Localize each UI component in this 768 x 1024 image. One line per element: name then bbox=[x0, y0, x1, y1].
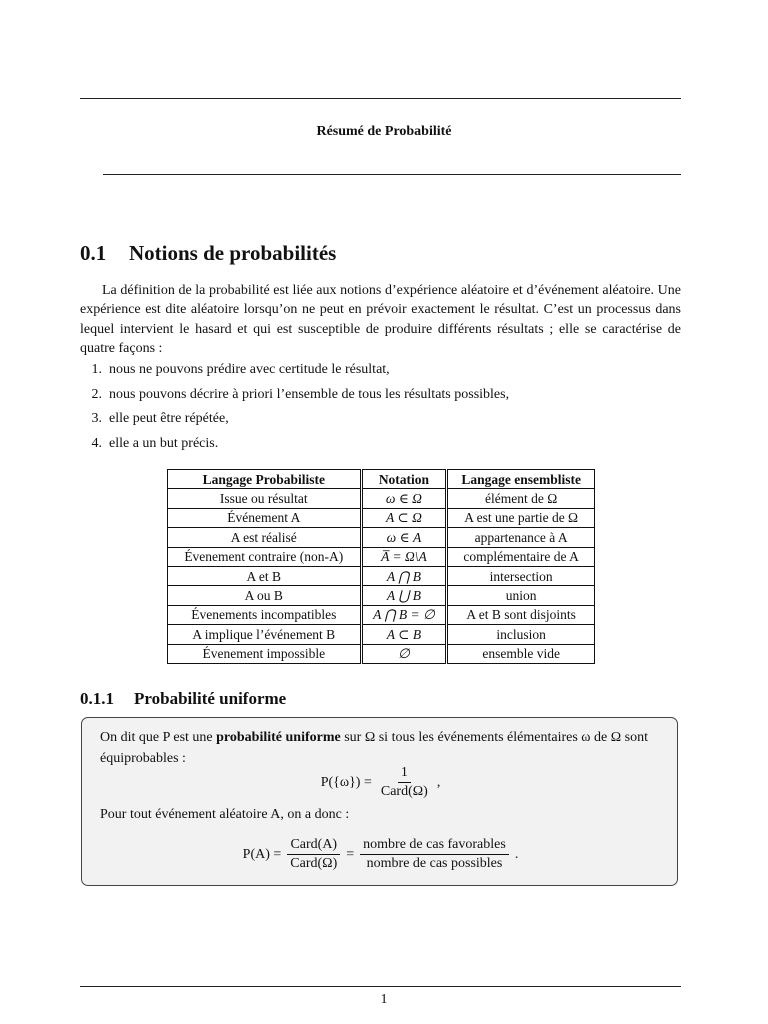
table-cell: A ⊂ Ω bbox=[361, 508, 447, 527]
table-row bbox=[168, 586, 595, 605]
table-cell: Évenement contraire (non-A) bbox=[168, 547, 362, 566]
page-number: 1 bbox=[380, 992, 388, 1007]
table-row bbox=[168, 566, 595, 585]
definition-text: On dit que P est une probabilité uniforme sur Ω si tous les événements élémentaires ω de Ω sont équiprobables : bbox=[100, 730, 648, 766]
table-row bbox=[168, 625, 595, 644]
fraction: $\frac{\text{Card(A)}}{\text{Card(Ω)}}$ bbox=[287, 836, 340, 873]
table-cell: A ⋃ B bbox=[361, 586, 447, 605]
table-cell: complémentaire de A bbox=[447, 547, 595, 566]
table-cell: ∅ bbox=[361, 644, 447, 663]
top-rule bbox=[80, 98, 681, 99]
section-heading bbox=[80, 241, 336, 266]
definition-box bbox=[81, 717, 678, 886]
table-cell: élément de Ω bbox=[447, 489, 595, 508]
table-cell: A ou B bbox=[168, 586, 362, 605]
table-row bbox=[168, 547, 595, 566]
table-cell: inclusion bbox=[447, 625, 595, 644]
table-cell: A et B bbox=[168, 566, 362, 585]
definition-consequence-text: Pour tout événement aléatoire A, on a donc : bbox=[100, 807, 350, 822]
table-cell: union bbox=[447, 586, 595, 605]
table-cell: A est réalisé bbox=[168, 528, 362, 547]
uniform-probability-formula: P({ω}) = $\frac{1}{\text{Card(Ω)}}$ , bbox=[320, 765, 441, 799]
table-cell: A implique l’événement B bbox=[168, 625, 362, 644]
table-cell: appartenance à A bbox=[447, 528, 595, 547]
table-header-row bbox=[168, 470, 595, 489]
column-header: Langage ensembliste bbox=[447, 470, 595, 489]
list-item: 3. elle peut être répétée, bbox=[91, 411, 229, 426]
table-row bbox=[168, 605, 595, 624]
title-rule bbox=[103, 174, 681, 175]
table-cell: Événement A bbox=[168, 508, 362, 527]
definition-term: probabilité uniforme bbox=[216, 730, 341, 745]
table-cell: A ⊂ B bbox=[361, 625, 447, 644]
list-item: 1. nous ne pouvons prédire avec certitude le résultat, bbox=[91, 362, 390, 377]
subsection-heading bbox=[80, 689, 286, 709]
column-header: Notation bbox=[361, 470, 447, 489]
table-cell: ω ∈ Ω bbox=[361, 489, 447, 508]
table-cell: A ⋂ B = ∅ bbox=[361, 605, 447, 624]
probability-notation-table bbox=[167, 469, 595, 664]
subsection-number: 0.1.1 bbox=[80, 689, 114, 708]
table-cell: A ⋂ B bbox=[361, 566, 447, 585]
event-probability-formula: P(A) = $\frac{\text{Card(A)}}{\text{Card(Ω)}}$ = $\frac{\text{nombre de cas favorables}}{\text{nombre de cas possibles}}$ . bbox=[242, 837, 519, 871]
subsection-title: Probabilité uniforme bbox=[134, 689, 287, 708]
table-cell: intersection bbox=[447, 566, 595, 585]
table-cell: Évenement impossible bbox=[168, 644, 362, 663]
table-row bbox=[168, 644, 595, 663]
table-cell: A et B sont disjoints bbox=[447, 605, 595, 624]
table-row bbox=[168, 489, 595, 508]
table-cell: A est une partie de Ω bbox=[447, 508, 595, 527]
column-header: Langage Probabiliste bbox=[168, 470, 362, 489]
section-title: Notions de probabilités bbox=[129, 241, 337, 265]
list-item: 4. elle a un but précis. bbox=[91, 435, 219, 451]
table-cell: A̅ = Ω\A bbox=[361, 547, 447, 566]
table-cell: Issue ou résultat bbox=[168, 489, 362, 508]
table-cell: ensemble vide bbox=[447, 644, 595, 663]
table-row bbox=[168, 528, 595, 547]
fraction: $\frac{1}{\text{Card(Ω)}}$ bbox=[380, 765, 428, 799]
section-number: 0.1 bbox=[80, 241, 107, 265]
table-cell: ω ∈ A bbox=[361, 528, 447, 547]
characteristics-list bbox=[80, 362, 680, 460]
document-title: Résumé de Probabilité bbox=[316, 124, 452, 139]
table-row bbox=[168, 508, 595, 527]
fraction: $\frac{\text{nombre de cas favorables}}{\text{nombre de cas possibles}}$ bbox=[360, 836, 509, 873]
footer-rule bbox=[80, 986, 681, 987]
list-item: 2. nous pouvons décrire à priori l’ensemble de tous les résultats possibles, bbox=[91, 386, 510, 402]
section-intro: La définition de la probabilité est liée aux notions d’expérience aléatoire et d’événement aléatoire. Une expérience est dite aléatoire lorsqu’on ne peut en prévoir exactement le résultat. C’est un processus dans lequel intervient le hasard et qui est susceptible de produire différents résultats ; elle se caractérise de quatre façons : bbox=[80, 283, 681, 356]
table-cell: Évenements incompatibles bbox=[168, 605, 362, 624]
